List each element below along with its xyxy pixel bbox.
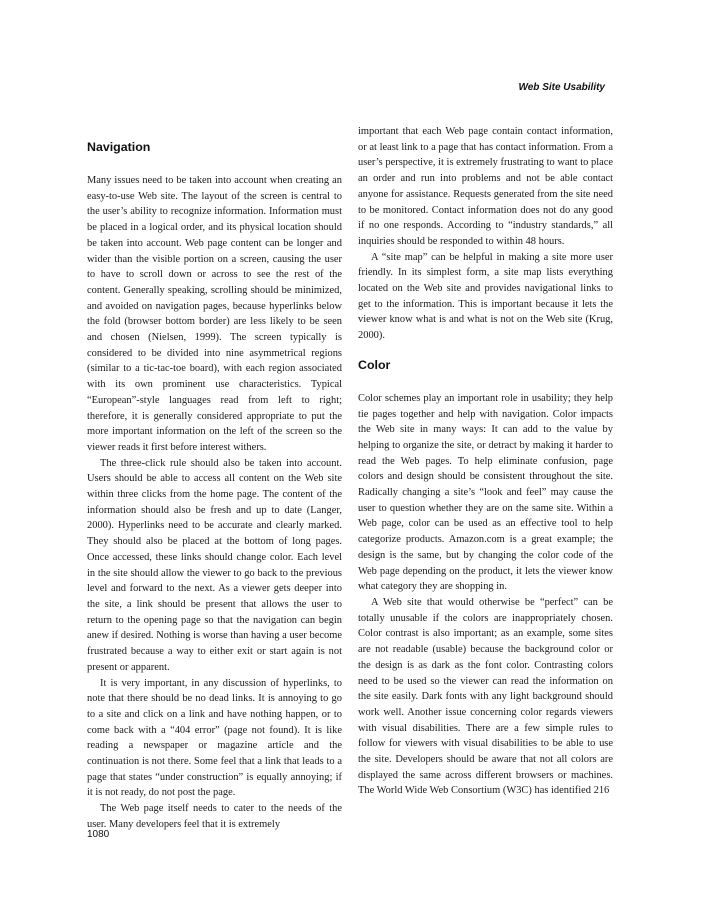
- paragraph: The three-click rule should also be taken into account. Users should be able to access all content on the Web site within three clicks from the home page. The content of the information should also be fresh and up to date (Langer, 2000). Hyperlinks need to be accurate and clearly marked. They should also be placed at the bottom of long pages. Once accessed, these links should change color. Each level in the site should allow the viewer to go back to the previous level and forward to the next. As a viewer gets deeper into the site, a link should be present that allows the user to return to the opening page so that the navigation can begin anew if desired. Nothing is worse than having a user become frustrated because a way to either exit or start again is not present or apparent.: [87, 457, 342, 673]
- left-column: [87, 124, 342, 833]
- paragraph: A Web site that would otherwise be “perfect” can be totally unusable if the colors are inappropriately chosen. Color contrast is also important; as an example, some sites are not readable (usable) because the background color or the design is as dark as the font color. Contrasting colors need to be used so the viewer can read the information on the site easily. Dark fonts with any light background should work well. Another issue concerning color regards viewers with visual disabilities. There are a few simple rules to follow for viewers with visual disabilities to be able to use the site. Developers should be aware that not all colors are displayed the same across different browsers or machines. The World Wide Web Consortium (W3C) has identified 216: [358, 596, 613, 797]
- paragraph: important that each Web page contain contact information, or at least link to a page that has contact information. From a user’s perspective, it is extremely frustrating to want to place an order and run into problems and not be able contact anyone for assistance. Requests generated from the site need to be monitored. Contact information does not do any good if no one responds. According to “industry standards,” all inquiries should be responded to within 48 hours.: [358, 126, 613, 247]
- paragraph: It is very important, in any discussion of hyperlinks, to note that there should be no dead links. It is annoying to go to a site and click on a link and have nothing happen, or to come back with a “404 error” (page not found). It is like reading a newspaper or magazine article and the continuation is not there. Some feel that a link that leads to a page that states “under construction” is equally annoying; if it is not ready, do not post the page.: [87, 677, 342, 799]
- paragraph: A “site map” can be helpful in making a site more user friendly. In its simplest form, a site map lists everything located on the Web site and provides navigational links to get to the information. This is important because it lets the viewer know what is and what is not on the Web site (Krug, 2000).: [358, 251, 613, 342]
- page-number: 1080: [87, 829, 110, 840]
- paragraph: Many issues need to be taken into account when creating an easy-to-use Web site. The layout of the screen is central to the user’s ability to recognize information. Information must be placed in a logical order, and its physical location should be taken into account. Web page content can be longer and wider than the visible portion on a screen, causing the user to have to scroll down or across to see the rest of the content. Generally speaking, scrolling should be minimized, and avoided on navigation pages, because hyperlinks below the fold (browser bottom border) are less likely to be seen and chosen (Nielsen, 1999). The screen typically is considered to be divided into nine asymmetrical regions (similar to a tic-tac-toe board), with each region associated with its own prominent use characteristics. Typical “European”-style languages read from left to right; therefore, it is generally considered appropriate to put the more important information on the left of the screen so the viewer reads it first before interest withers.: [87, 175, 342, 453]
- right-column: [358, 124, 613, 799]
- section-heading-color: Color: [358, 357, 391, 372]
- section-heading-navigation: Navigation: [87, 140, 151, 154]
- running-header: Web Site Usability: [518, 82, 605, 93]
- paragraph: Color schemes play an important role in usability; they help tie pages together and help with navigation. Color impacts the Web site in many ways: It can add to the value by helping to organize the site, or detract by making it harder to read the Web pages. To help eliminate confusion, page colors and design should be consistent throughout the site. Radically changing a site’s “look and feel” may cause the user to question whether they are on the same site. Within a Web page, color can be used as an effective tool to help categorize products. Amazon.com is a great example; the design is the same, but by changing the color code of the Web page depending on the product, it lets the viewer know what category they are shopping in.: [358, 392, 613, 593]
- paragraph: The Web page itself needs to cater to the needs of the user. Many developers feel that it is extremely: [87, 803, 342, 830]
